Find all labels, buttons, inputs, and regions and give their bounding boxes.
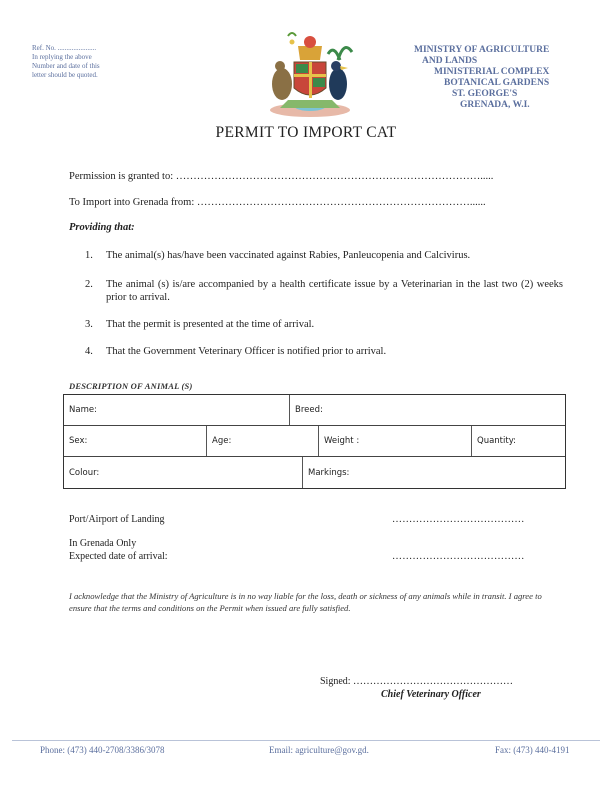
signature-field[interactable]: Signed: ………………………………………… xyxy=(320,676,514,687)
coat-of-arms-icon xyxy=(258,30,362,120)
condition-item xyxy=(85,249,563,262)
breed-field[interactable] xyxy=(289,395,565,425)
condition-item xyxy=(85,345,563,358)
name-label: Name: xyxy=(69,405,97,415)
ministry-line: MINISTRY OF AGRICULTURE xyxy=(414,45,550,55)
reference-block xyxy=(32,44,114,80)
description-heading: DESCRIPTION OF ANIMAL (S) xyxy=(69,381,193,391)
markings-label: Markings: xyxy=(308,467,350,478)
quantity-field[interactable] xyxy=(471,426,565,456)
condition-number: 3. xyxy=(85,319,93,330)
condition-text: The animal(s) has/have been vaccinated against Rabies, Panleucopenia and Calcivirus. xyxy=(106,250,471,261)
sex-field[interactable] xyxy=(64,426,206,456)
ministry-line: AND LANDS xyxy=(422,56,478,66)
age-label: Age: xyxy=(212,436,232,446)
condition-number: 4. xyxy=(85,346,93,357)
colour-label: Colour: xyxy=(69,467,100,478)
age-field[interactable] xyxy=(206,426,318,456)
ministry-line: BOTANICAL GARDENS xyxy=(444,78,550,88)
footer-phone: Phone: (473) 440-2708/3386/3078 xyxy=(40,745,165,755)
port-of-landing-field[interactable]: ………………………………… xyxy=(392,514,525,525)
condition-number: 1. xyxy=(85,250,93,261)
weight-field[interactable] xyxy=(318,426,471,456)
markings-field[interactable] xyxy=(302,457,565,488)
page-title: PERMIT TO IMPORT CAT xyxy=(215,124,397,141)
condition-text: That the Government Veterinary Officer is notified prior to arrival. xyxy=(106,346,387,357)
officer-title: Chief Veterinary Officer xyxy=(381,689,481,700)
arrival-date-label: Expected date of arrival: xyxy=(69,551,168,562)
colour-field[interactable] xyxy=(64,457,302,488)
weight-label: Weight : xyxy=(324,436,360,446)
ref-number-label: Ref. No. ...................... xyxy=(32,44,97,52)
grenada-only-label: In Grenada Only xyxy=(69,538,137,549)
quantity-label: Quantity: xyxy=(477,436,516,446)
port-of-landing-label: Port/Airport of Landing xyxy=(69,514,165,525)
import-from-field[interactable]: To Import into Grenada from: ……………………………………………………………………...... xyxy=(69,197,486,208)
table-row xyxy=(64,457,565,488)
table-row xyxy=(64,426,565,457)
permission-granted-field[interactable]: Permission is granted to: ……………………………………………………………………………..... xyxy=(69,171,494,182)
arrival-date-field[interactable]: ………………………………… xyxy=(392,551,525,562)
sex-label: Sex: xyxy=(69,436,88,446)
animal-description-table xyxy=(63,394,566,489)
acknowledgement-text: I acknowledge that the Ministry of Agriculture is in no way liable for the loss, death or sickness of any animals while in transit. I agree to ensure that the terms and conditions on the Permit when issued are fully satisfied. xyxy=(69,591,542,613)
name-field[interactable] xyxy=(64,395,289,425)
condition-item xyxy=(85,278,563,304)
table-row xyxy=(64,395,565,426)
condition-number: 2. xyxy=(85,279,93,290)
condition-item xyxy=(85,318,563,331)
condition-text: That the permit is presented at the time of arrival. xyxy=(106,319,315,330)
ministry-line: MINISTERIAL COMPLEX xyxy=(434,67,550,77)
ministry-line: GRENADA, W.I. xyxy=(460,100,530,110)
ref-note: In replying the above Number and date of this letter should be quoted. xyxy=(32,53,100,79)
footer-divider xyxy=(12,740,600,741)
footer-email[interactable]: Email: agriculture@gov.gd. xyxy=(269,745,369,755)
condition-text: The animal (s) is/are accompanied by a health certificate issue by a Veterinarian in the last two (2) weeks prior to arrival. xyxy=(106,279,563,303)
ministry-line: ST. GEORGE'S xyxy=(452,89,518,99)
ministry-address xyxy=(414,45,594,111)
providing-heading: Providing that: xyxy=(69,222,135,233)
breed-label: Breed: xyxy=(295,405,323,415)
footer-fax: Fax: (473) 440-4191 xyxy=(495,745,570,755)
